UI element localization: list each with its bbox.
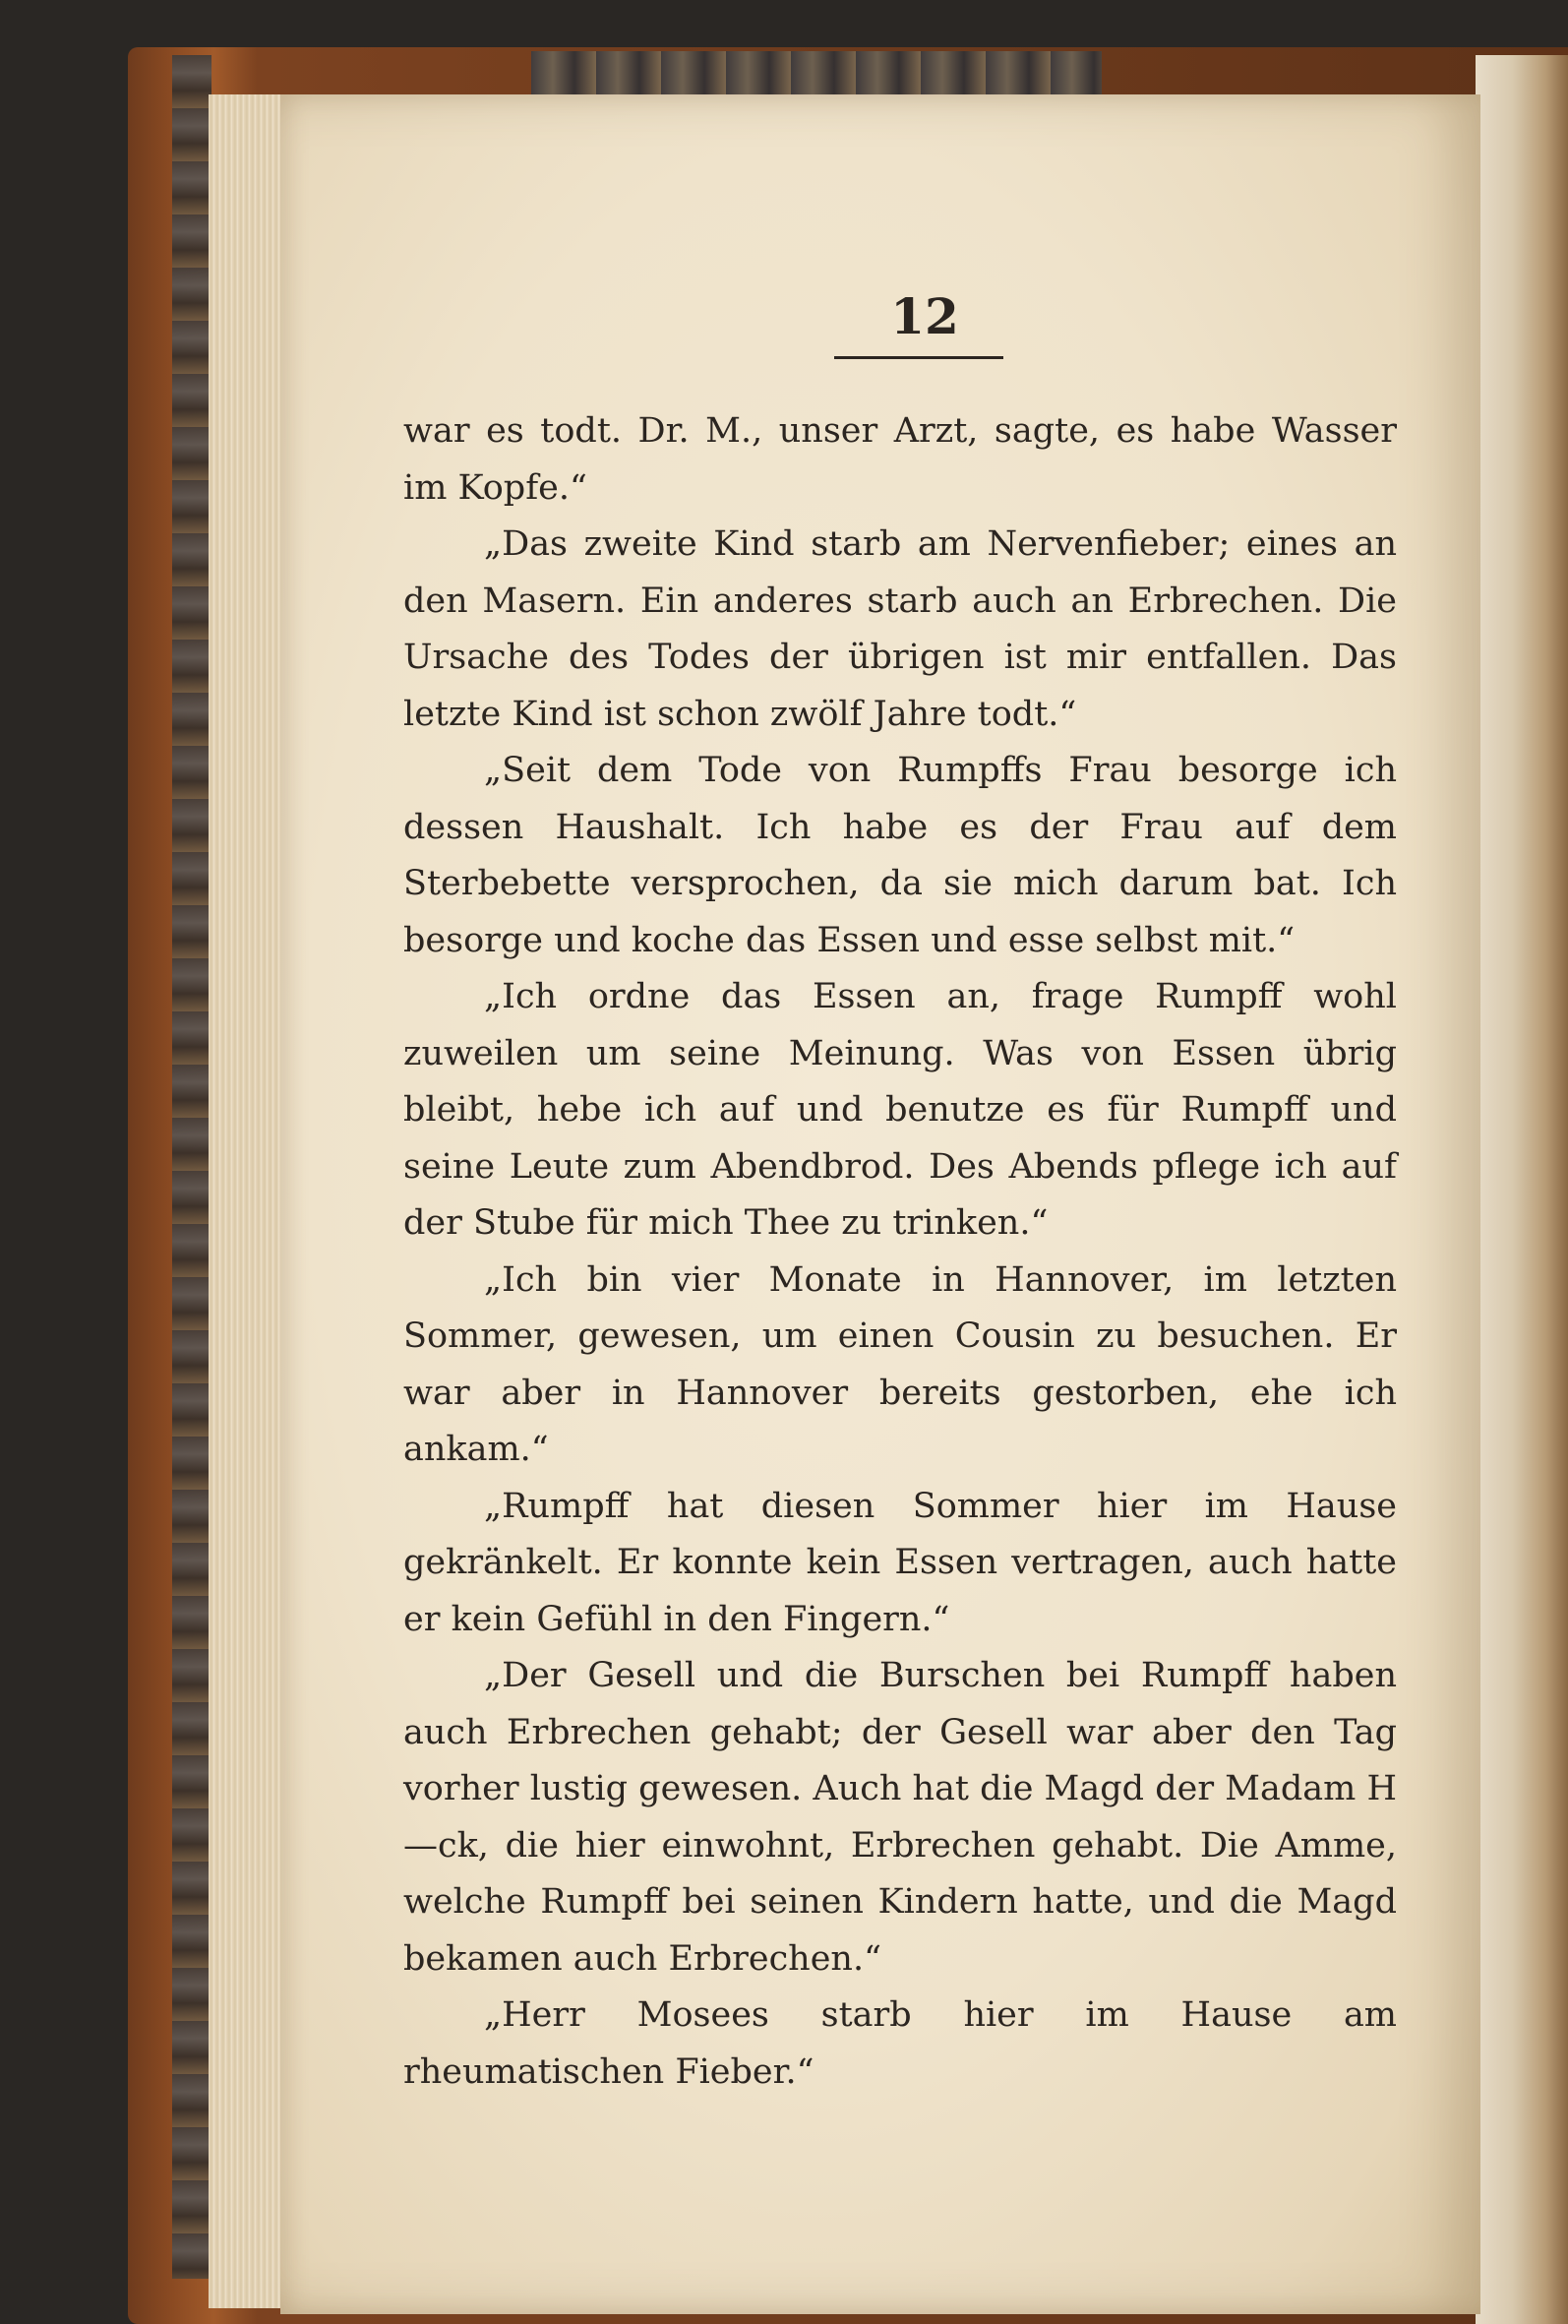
paragraph: war es todt. Dr. M., unser Arzt, sagte, es habe Wasser im Kopfe.“ — [403, 411, 1397, 508]
page-number: 12 — [890, 287, 959, 345]
paragraph: „Ich bin vier Monate in Hannover, im letzten Sommer, gewesen, um einen Cousin zu besuchen. Er war aber in Hannover bereits gestorben, ehe ich ankam.“ — [403, 1259, 1397, 1469]
page-edges — [209, 94, 287, 2308]
book-gutter — [1476, 55, 1568, 2324]
marbled-edge — [172, 55, 211, 2279]
paragraph: „Ich ordne das Essen an, frage Rumpff wohl zuweilen um seine Meinung. Was von Essen übrig bleibt, hebe ich auf und benutze es für Rumpff und seine Leute zum Abendbrod. Des Abends pflege ich auf der Stube für mich Thee zu trinken.“ — [403, 977, 1397, 1243]
paragraph: „Das zweite Kind starb am Nervenfieber; eines an den Masern. Ein anderes starb auch an Erbrechen. Die Ursache des Todes der übrigen ist mir entfallen. Das letzte Kind ist schon zwölf Jahre todt.“ — [403, 524, 1397, 734]
paragraph: „Seit dem Tode von Rumpffs Frau besorge ich dessen Haushalt. Ich habe es der Frau auf dem Sterbebette versprochen, da sie mich darum bat. Ich besorge und koche das Essen und esse selbst mit.“ — [403, 751, 1397, 960]
paragraph: „Der Gesell und die Burschen bei Rumpff haben auch Erbrechen gehabt; der Gesell war aber den Tag vorher lustig gewesen. Auch hat die Magd der Madam H—ck, die hier einwohnt, Erbrechen gehabt. Die Amme, welche Rumpff bei seinen Kindern hatte, und die Magd bekamen auch Erbrechen.“ — [403, 1656, 1397, 1979]
paragraph: „Rumpff hat diesen Sommer hier im Hause gekränkelt. Er konnte kein Essen vertragen, auch hatte er kein Gefühl in den Fingern.“ — [403, 1486, 1397, 1639]
header-rule — [834, 356, 1003, 359]
paragraph: „Herr Mosees starb hier im Hause am rheumatischen Fieber.“ — [403, 1995, 1397, 2092]
page-text — [403, 403, 1397, 2101]
